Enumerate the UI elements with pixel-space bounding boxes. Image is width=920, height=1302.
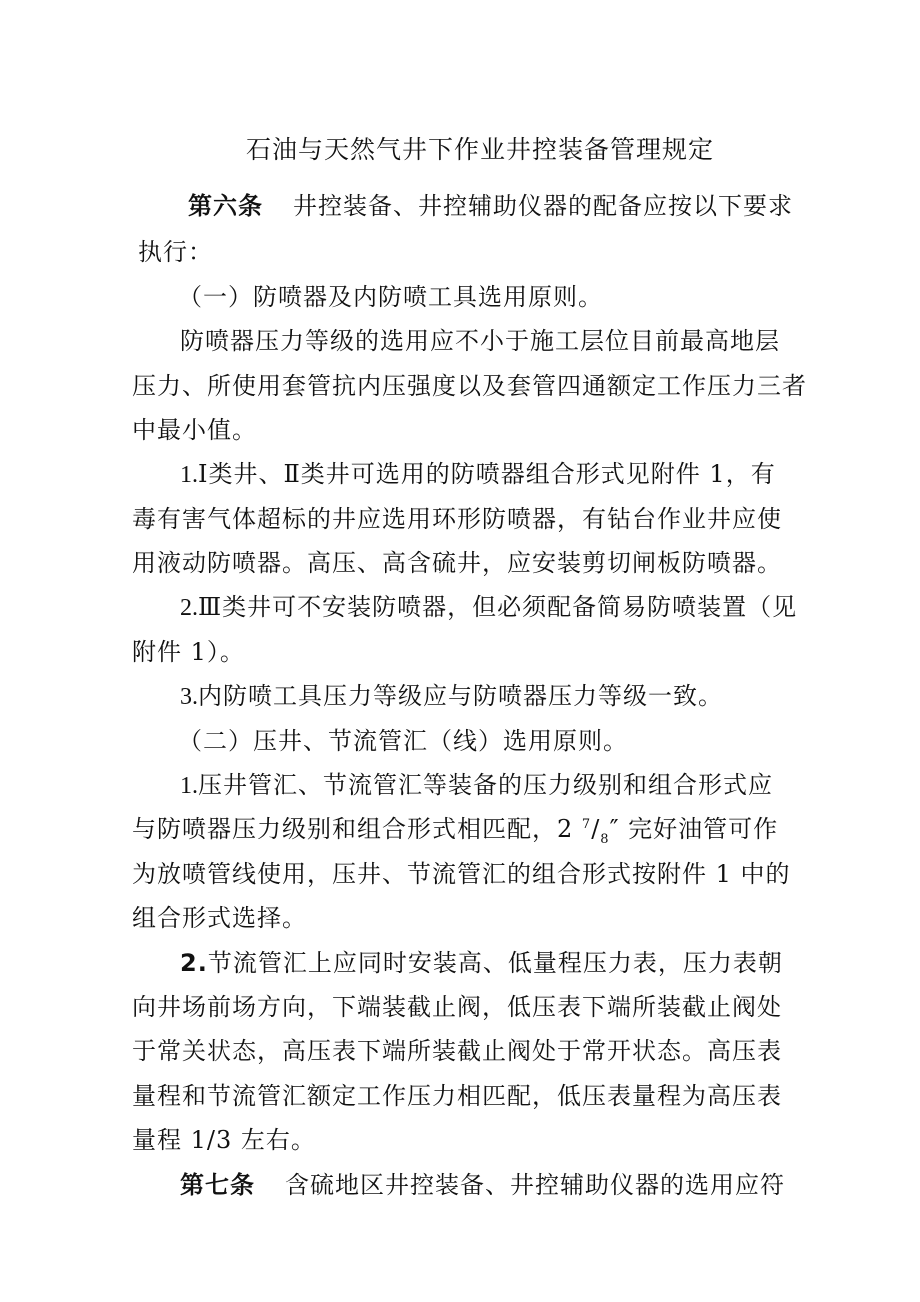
- section-2-item-1-line-3: 为放喷管线使用，压井、节流管汇的组合形式按附件 1 中的: [132, 860, 791, 888]
- item-text: 节流管汇上应同时安装高、低量程压力表，压力表朝: [207, 949, 783, 977]
- article-6-line-2: 执行：: [138, 238, 213, 266]
- article-6-label: 第六条: [188, 192, 263, 220]
- article-7-text: 含硫地区井控装备、井控辅助仪器的选用应符: [285, 1171, 785, 1199]
- fraction-slash: /: [591, 815, 601, 843]
- section-2-item-2-line-3: 于常关状态，高压表下端所装截止阀处于常开状态。高压表: [132, 1037, 782, 1065]
- section-1-item-1-line-3: 用液动防喷器。高压、高含硫井，应安装剪切闸板防喷器。: [132, 549, 782, 577]
- section-1-item-1-line-2: 毒有害气体超标的井应选用环形防喷器，有钻台作业井应使: [132, 505, 782, 533]
- article-7-label: 第七条: [180, 1171, 255, 1199]
- item-number: 3.: [180, 684, 198, 710]
- item-text-a: 与防喷器压力级别和组合形式相匹配，2: [132, 815, 582, 843]
- document-title: 石油与天然气井下作业井控装备管理规定: [246, 135, 715, 164]
- section-2-item-2-line-5: 量程 1/3 左右。: [132, 1126, 316, 1154]
- section-1-heading: （一）防喷器及内防喷工具选用原则。: [178, 283, 603, 311]
- section-1-item-2-line-1: [180, 591, 797, 624]
- article-6-line-1: [188, 190, 793, 222]
- section-2-item-1-line-2: [132, 813, 778, 845]
- item-text-b: ″ 完好油管可作: [609, 815, 779, 843]
- section-1-para-line-1: 防喷器压力等级的选用应不小于施工层位目前最高地层: [180, 327, 780, 355]
- section-1-item-3-line-1: [180, 680, 723, 713]
- item-number: 1.: [180, 462, 198, 488]
- item-number: 2.: [180, 595, 198, 621]
- section-1-para-line-3: 中最小值。: [132, 416, 257, 444]
- item-text: Ⅰ类井、Ⅱ类井可选用的防喷器组合形式见附件 1，有: [198, 460, 776, 488]
- section-1-para-line-2: 压力、所使用套管抗内压强度以及套管四通额定工作压力三者: [132, 372, 807, 400]
- article-7-line-1: [180, 1169, 785, 1201]
- item-number: 1.: [180, 773, 198, 799]
- section-1-item-1-line-1: [180, 458, 776, 491]
- section-2-item-1-line-1: [180, 769, 773, 802]
- item-text: Ⅲ类井可不安装防喷器，但必须配备简易防喷装置（见: [198, 593, 798, 621]
- section-2-item-2-line-1: [180, 947, 783, 979]
- fraction-denominator: 8: [600, 831, 610, 847]
- article-6-text: 井控装备、井控辅助仪器的配备应按以下要求: [293, 192, 793, 220]
- item-text: 内防喷工具压力等级应与防喷器压力等级一致。: [198, 682, 723, 710]
- fraction-numerator: 7: [581, 817, 592, 832]
- section-2-heading: （二）压井、节流管汇（线）选用原则。: [178, 727, 628, 755]
- item-text: 压井管汇、节流管汇等装备的压力级别和组合形式应: [198, 771, 773, 799]
- section-2-item-2-line-4: 量程和节流管汇额定工作压力相匹配，低压表量程为高压表: [132, 1082, 782, 1110]
- section-2-item-2-line-2: 向井场前场方向，下端装截止阀，低压表下端所装截止阀处: [132, 993, 782, 1021]
- section-1-item-2-line-2: 附件 1）。: [132, 638, 245, 666]
- section-2-item-1-line-4: 组合形式选择。: [132, 904, 307, 932]
- item-number: 2.: [180, 949, 208, 977]
